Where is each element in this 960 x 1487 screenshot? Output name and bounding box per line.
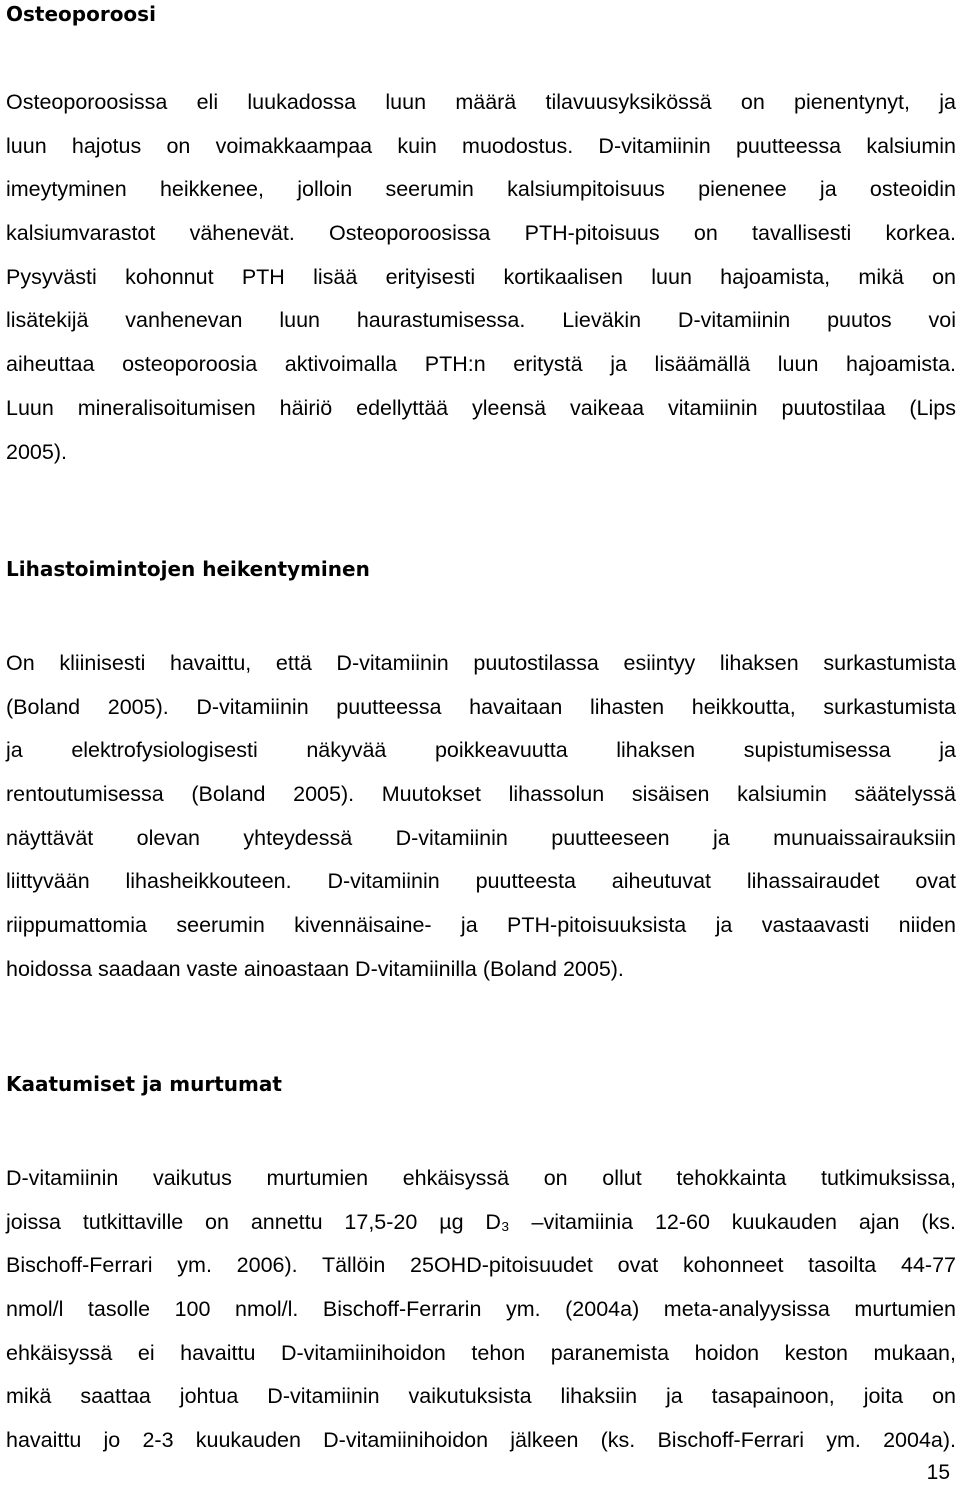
text-line: lisätekijä vanhenevan luun haurastumisessa. Lieväkin D-vitamiinin puutos voi	[6, 308, 956, 333]
text-line: 2005).	[6, 439, 67, 464]
text-line: (Boland 2005). D-vitamiinin puutteessa havaitaan lihasten heikkoutta, surkastumista	[6, 694, 956, 719]
text-line: luun hajotus on voimakkaampaa kuin muodostus. D-vitamiinin puutteessa kalsiumin	[6, 133, 956, 158]
paragraph-osteoporoosi	[6, 81, 956, 474]
section-heading-osteoporoosi: Osteoporoosi	[6, 2, 156, 26]
text-line: ja elektrofysiologisesti näkyvää poikkeavuutta lihaksen supistumisessa ja	[6, 738, 956, 763]
paragraph-lihastoimintojen-heikentyminen	[6, 642, 956, 992]
paragraph-kaatumiset-ja-murtumat	[6, 1157, 956, 1463]
text-line: Luun mineralisoitumisen häiriö edellyttää yleensä vaikeaa vitamiinin puutostilaa (Lips	[6, 395, 956, 420]
text-line: liittyvään lihasheikkouteen. D-vitamiinin puutteesta aiheutuvat lihassairaudet ovat	[6, 869, 956, 894]
text-line: Pysyvästi kohonnut PTH lisää erityisesti kortikaalisen luun hajoamista, mikä on	[6, 264, 956, 289]
text-line: nmol/l tasolle 100 nmol/l. Bischoff-Ferrarin ym. (2004a) meta-analyysissa murtumien	[6, 1297, 956, 1322]
text-line: ehkäisyssä ei havaittu D-vitamiinihoidon tehon paranemista hoidon keston mukaan,	[6, 1340, 956, 1365]
page-number: 15	[926, 1461, 950, 1484]
text-line: joissa tutkittaville on annettu 17,5-20 µg D₃ –vitamiinia 12-60 kuukauden ajan (ks.	[6, 1209, 956, 1234]
text-line: hoidossa saadaan vaste ainoastaan D-vitamiinilla (Boland 2005).	[6, 956, 624, 981]
text-line: mikä saattaa johtua D-vitamiinin vaikutuksista lihaksiin ja tasapainoon, joita on	[6, 1384, 956, 1409]
text-line: näyttävät olevan yhteydessä D-vitamiinin puutteeseen ja munuaissairauksiin	[6, 825, 956, 850]
text-line: rentoutumisessa (Boland 2005). Muutokset lihassolun sisäisen kalsiumin säätelyssä	[6, 782, 956, 807]
text-line: imeytyminen heikkenee, jolloin seerumin kalsiumpitoisuus pienenee ja osteoidin	[6, 177, 956, 202]
text-line: havaittu jo 2-3 kuukauden D-vitamiinihoidon jälkeen (ks. Bischoff-Ferrari ym. 2004a).	[6, 1428, 956, 1453]
section-heading-kaatumiset-ja-murtumat: Kaatumiset ja murtumat	[6, 1072, 282, 1096]
text-line: Bischoff-Ferrari ym. 2006). Tällöin 25OHD-pitoisuudet ovat kohonneet tasoilta 44-77	[6, 1253, 956, 1278]
text-line: riippumattomia seerumin kivennäisaine- ja PTH-pitoisuuksista ja vastaavasti niiden	[6, 913, 956, 938]
text-line: Osteoporoosissa eli luukadossa luun määrä tilavuusyksikössä on pienentynyt, ja	[6, 90, 956, 114]
text-line: kalsiumvarastot vähenevät. Osteoporoosissa PTH-pitoisuus on tavallisesti korkea.	[6, 221, 956, 246]
text-line: On kliinisesti havaittu, että D-vitamiinin puutostilassa esiintyy lihaksen surkastumista	[6, 651, 956, 675]
section-heading-lihastoimintojen-heikentyminen: Lihastoimintojen heikentyminen	[6, 557, 370, 581]
text-line: D-vitamiinin vaikutus murtumien ehkäisyssä on ollut tehokkainta tutkimuksissa,	[6, 1166, 956, 1190]
text-line: aiheuttaa osteoporoosia aktivoimalla PTH:n eritystä ja lisäämällä luun hajoamista.	[6, 352, 956, 377]
